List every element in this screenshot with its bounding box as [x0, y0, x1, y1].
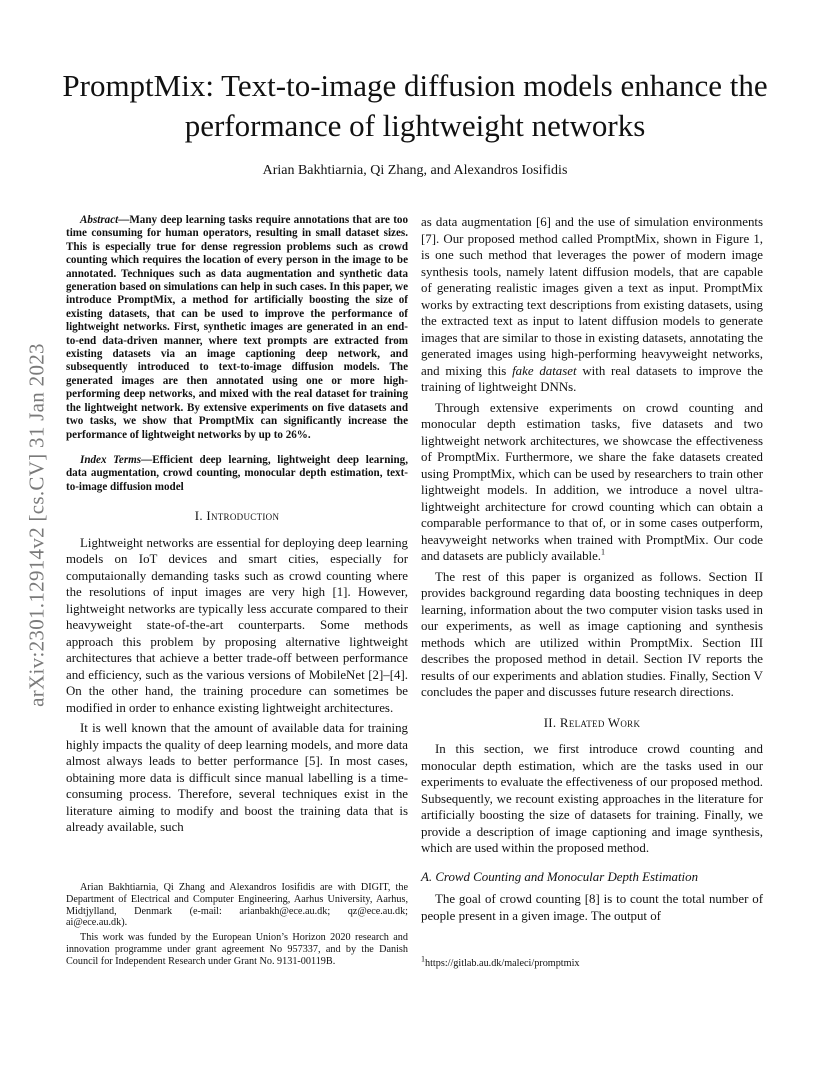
index-terms-lead: Index Terms: [80, 453, 142, 466]
subsection-heading-a: A. Crowd Counting and Monocular Depth Estimation: [421, 869, 699, 884]
right-column: [421, 214, 763, 924]
footnote-url: [421, 954, 763, 969]
footnote-affiliation: Arian Bakhtiarnia, Qi Zhang and Alexandros Iosifidis are with DIGIT, the Department of Electrical and Computer Engineering, Aarhus University, Aarhus, Midtjylland, Denmark (e-mail: arianbakh@ece.au.dk; qz@ece.au.dk; ai@ece.au.dk).: [66, 882, 408, 929]
footnote-url-text[interactable]: https://gitlab.au.dk/maleci/promptmix: [425, 958, 580, 969]
index-terms: [66, 454, 408, 494]
section-heading-introduction: I. Introduction: [194, 509, 280, 524]
footnote-marker: 1: [601, 547, 606, 557]
footnotes-left: [66, 882, 408, 968]
arxiv-sidebar: [26, 290, 48, 760]
section-heading-related-work: II. Related Work: [543, 715, 641, 730]
intro-paragraph-2: It is well known that the amount of available data for training highly impacts the quality of deep learning models, and more data almost always leads to better performance [5]. In most cases, obtaining more data is difficult since manual labelling is a time-consuming process. Therefore, several techniques exist in the literature aiming to modify and boost the training data that is already available, such: [66, 721, 408, 835]
fake-dataset-term: fake dataset: [512, 363, 577, 378]
arxiv-identifier: arXiv:2301.12914v2 [cs.CV] 31 Jan 2023: [24, 343, 49, 707]
paper-title: PromptMix: Text-to-image diffusion models enhance the performance of lightweight networks: [62, 68, 768, 143]
intro-paragraph-3: [421, 214, 763, 396]
intro-paragraph-5: The rest of this paper is organized as follows. Section II provides background regarding data boosting techniques in deep learning, information about the two computer vision tasks used in our experiments, as well as image captioning and synthesis methods which are utilized within PromptMix. Section III describes the proposed method in detail. Section IV reports the results of our experiments and ablation studies. Finally, Section V concludes the paper and discusses future research directions.: [421, 569, 763, 699]
intro-paragraph-3-part-b: with real datasets to improve the training of lightweight DNNs.: [421, 363, 763, 394]
abstract-text: —Many deep learning tasks require annotations that are too time consuming for human operators, resulting in small dataset sizes. This is especially true for dense regression problems such as crowd counting which requires the location of every person in the image to be annotated. Techniques such as data augmentation and synthetic data generation based on simulations can help in such cases. In this paper, we introduce PromptMix, a method for artificially boosting the size of existing datasets, that can be used to improve the performance of lightweight networks. First, synthetic images are generated in an end-to-end data-driven manner, where text prompts are extracted from existing datasets via an image captioning deep network, and subsequently introduced to text-to-image diffusion models. The generated images are then annotated using one or more high-performing deep networks, and mixed with the real dataset for training the lightweight network. By extensive experiments on five datasets and two tasks, we show that PromptMix can significantly increase the performance of lightweight networks by up to 26%.: [66, 214, 408, 441]
paper-authors: Arian Bakhtiarnia, Qi Zhang, and Alexandros Iosifidis: [262, 163, 568, 178]
subsection-a-paragraph-1: The goal of crowd counting [8] is to count the total number of people present in a given image. The output of: [421, 892, 763, 923]
footnote-url-marker: 1: [421, 954, 425, 964]
intro-paragraph-4: [421, 400, 763, 565]
abstract-lead: Abstract: [80, 214, 119, 226]
related-paragraph-1: In this section, we first introduce crowd counting and monocular depth estimation, which are the tasks used in our experiments to evaluate the effectiveness of our proposed method. Subsequently, we recount existing approaches in the literature for artificially boosting the size of datasets for training. Finally, we provide a description of image captioning and image synthesis, which are used within the proposed method.: [421, 742, 763, 855]
intro-paragraph-4-text: Through extensive experiments on crowd counting and monocular depth estimation tasks, five datasets and two lightweight network architectures, we showcase the effectiveness of PromptMix. Furthermore, we share the fake datasets created using PromptMix, which can be used by researchers to train other lightweight models. In addition, we introduce a novel ultra-lightweight architecture for crowd counting which can obtain a comparable performance to that of, or in some cases outperform, heavyweight networks when trained with PromptMix. Our code and datasets are publicly available.: [421, 400, 763, 563]
left-column: [66, 214, 408, 836]
intro-paragraph-3-part-a: as data augmentation [6] and the use of simulation environments [7]. Our proposed method called PromptMix, shown in Figure 1, is one such method that leverages the power of modern image synthesis tools, namely latent diffusion models, that are capable of generating realistic images given a text as input. PromptMix works by extracting text descriptions from existing datasets, using the extracted text as input to latent diffusion models to generate images that are similar to those in existing datasets, annotating the generated images using high-performing heavyweight networks, and mixing this: [421, 215, 763, 378]
index-terms-text: —Efficient deep learning, lightweight deep learning, data augmentation, crowd counting, monocular depth estimation, text-to-image diffusion model: [66, 453, 408, 493]
footnote-funding: This work was funded by the European Union’s Horizon 2020 research and innovation programme under grant agreement No 957337, and by the Danish Council for Independent Research under Grant No. 9131-00119B.: [66, 932, 408, 967]
abstract: [66, 214, 408, 442]
intro-paragraph-1: Lightweight networks are essential for deploying deep learning models on IoT devices and smart cities, especially for computaionally demanding tasks such as crowd counting where the resolutions of input images are very high [1]. However, lightweight networks are typically less accurate compared to their heavyweight state-of-the-art counterparts. Some methods approach this problem by proposing alternative lightweight architectures that achieve a better trade-off between performance and efficiency, such as the various versions of MobileNet [2]–[4]. On the other hand, the training procedure can sometimes be modified in order to enhance existing lightweight architectures.: [66, 535, 408, 715]
